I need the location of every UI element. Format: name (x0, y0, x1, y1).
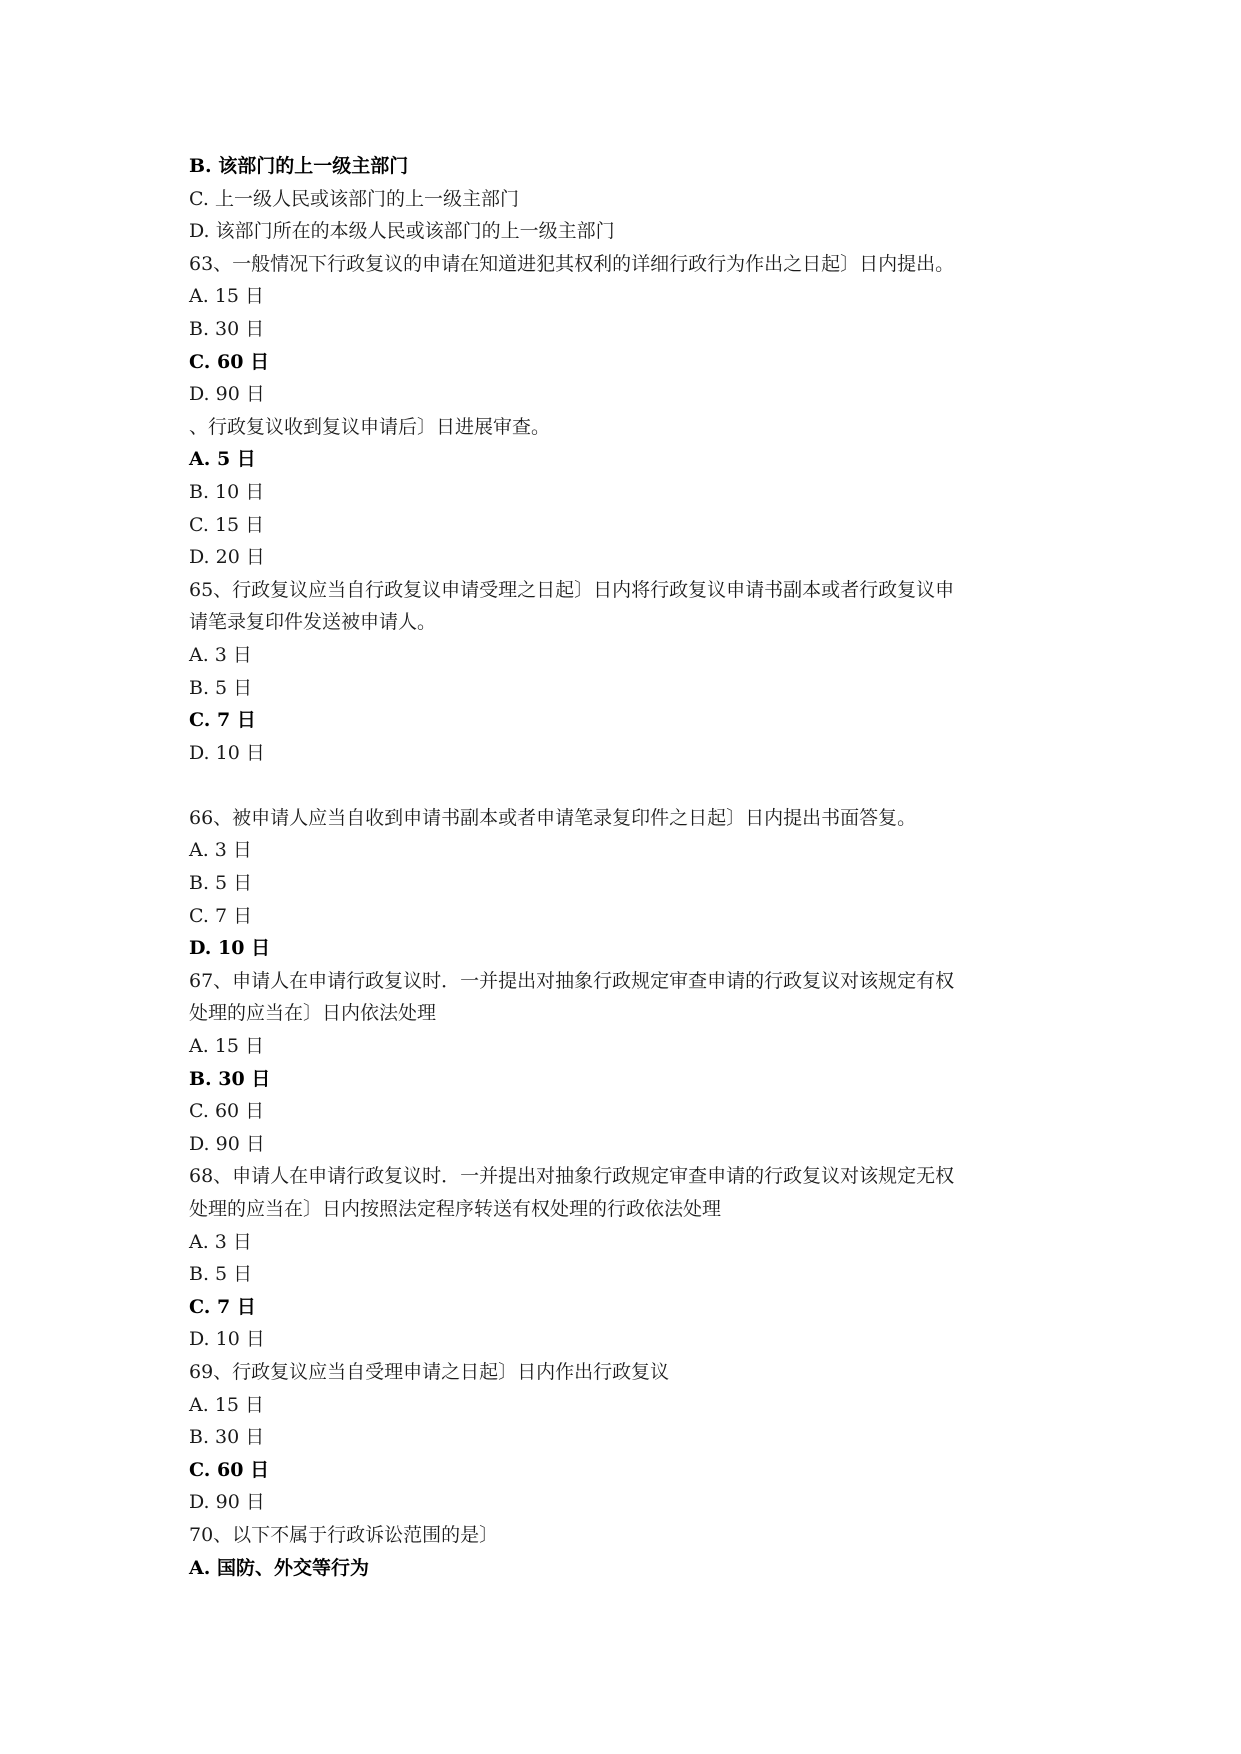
text-line: B. 10 日 (189, 480, 265, 503)
text-line: D. 10 日 (189, 1328, 265, 1351)
text-line: D. 90 日 (189, 383, 265, 406)
text-line: B. 5 日 (189, 676, 253, 699)
text-line: C. 上一级人民或该部门的上一级主部门 (189, 187, 519, 210)
text-line: B. 5 日 (189, 872, 253, 895)
text-line: A. 15 日 (189, 1393, 265, 1416)
text-line: 65、行政复议应当自行政复议申请受理之日起〕日内将行政复议申请书副本或者行政复议申 (189, 578, 955, 601)
text-line: A. 15 日 (189, 1035, 265, 1058)
text-line: B. 30 日 (189, 1426, 265, 1449)
answer-option-highlighted: B. 该部门的上一级主部门 (189, 155, 409, 177)
text-line: D. 90 日 (189, 1491, 265, 1514)
text-line: 68、申请人在申请行政复议时．一并提出对抽象行政规定审查申请的行政复议对该规定无权 (189, 1165, 955, 1188)
text-line: 66、被申请人应当自收到申请书副本或者申请笔录复印件之日起〕日内提出书面答复。 (189, 806, 917, 829)
text-line: D. 10 日 (189, 741, 265, 764)
text-line: A. 3 日 (189, 1230, 252, 1253)
text-line: 70、以下不属于行政诉讼范围的是〕 (189, 1523, 499, 1546)
answer-option-highlighted: C. 60 日 (189, 1458, 270, 1481)
text-line: C. 7 日 (189, 904, 253, 927)
text-line: 69、行政复议应当自受理申请之日起〕日内作出行政复议 (189, 1360, 670, 1383)
text-line: 请笔录复印件发送被申请人。 (189, 611, 437, 634)
answer-option-highlighted: A. 国防、外交等行为 (189, 1556, 369, 1579)
text-line: 63、一般情况下行政复议的申请在知道进犯其权利的详细行政行为作出之日起〕日内提出。 (189, 252, 955, 275)
text-line: D. 20 日 (189, 546, 265, 569)
text-line: B. 30 日 (189, 317, 265, 340)
answer-option-highlighted: C. 7 日 (189, 709, 256, 732)
text-line: A. 3 日 (189, 839, 252, 862)
text-line: A. 3 日 (189, 643, 252, 666)
text-line: C. 60 日 (189, 1100, 265, 1123)
answer-option-highlighted: C. 7 日 (189, 1295, 256, 1318)
text-line: 67、申请人在申请行政复议时．一并提出对抽象行政规定审查申请的行政复议对该规定有权 (189, 969, 955, 992)
answer-option-highlighted: B. 30 日 (189, 1067, 271, 1090)
answer-option-highlighted: C. 60 日 (189, 350, 270, 373)
document-body (189, 150, 1069, 1584)
text-line: 处理的应当在〕日内依法处理 (189, 1002, 437, 1025)
blank-line (189, 769, 1069, 802)
text-line: D. 90 日 (189, 1132, 265, 1155)
text-line: C. 15 日 (189, 513, 265, 536)
answer-option-highlighted: A. 5 日 (189, 448, 256, 471)
text-line: D. 该部门所在的本级人民或该部门的上一级主部门 (189, 220, 615, 243)
text-line: 、行政复议收到复议申请后〕日进展审查。 (189, 415, 551, 438)
text-line: 处理的应当在〕日内按照法定程序转送有权处理的行政依法处理 (189, 1198, 722, 1220)
text-line: B. 5 日 (189, 1263, 253, 1286)
answer-option-highlighted: D. 10 日 (189, 937, 271, 960)
text-line: A. 15 日 (189, 285, 265, 308)
